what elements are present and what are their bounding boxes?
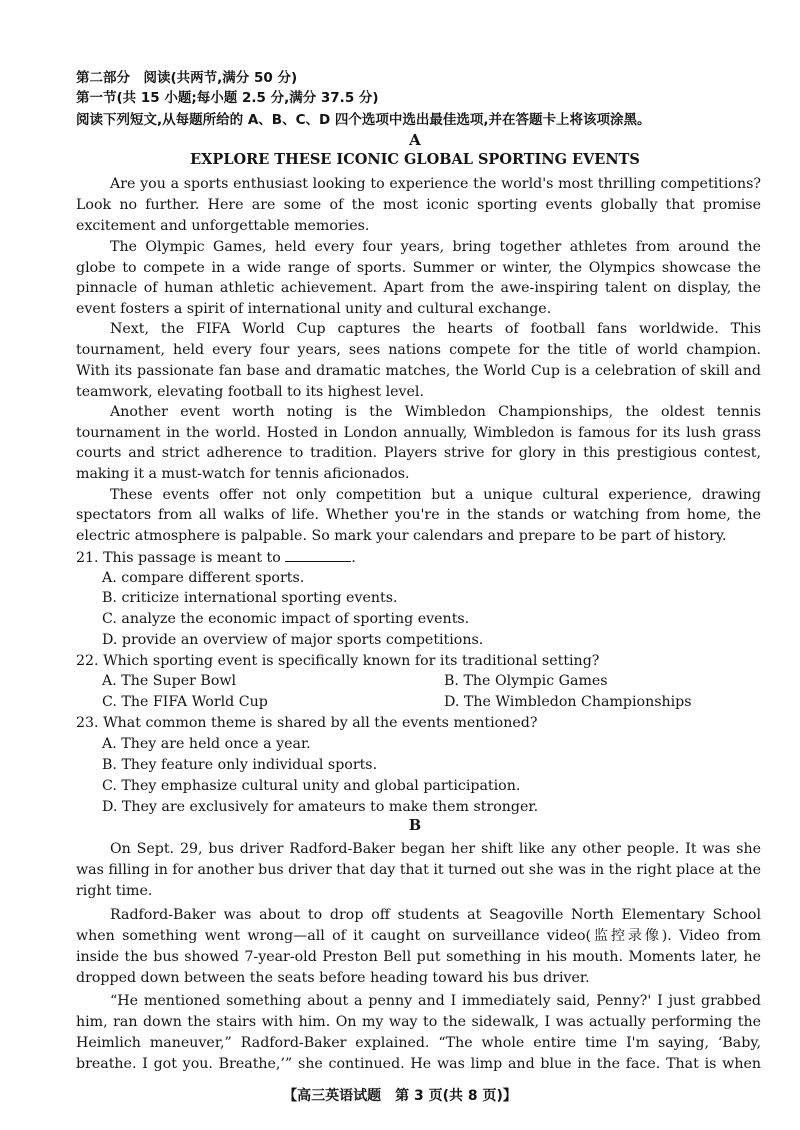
passage-line: tournament, held every four years, sees nations compete for the title of world champion. bbox=[76, 342, 761, 358]
question-21 bbox=[76, 547, 356, 568]
passage-line: was filling in for another bus driver that day that it turned out she was in the right place at the bbox=[76, 862, 761, 878]
passage-line: making it a must-watch for tennis aficionados. bbox=[76, 466, 410, 482]
passage-line: Radford-Baker was about to drop off students at Seagoville North Elementary School bbox=[110, 907, 761, 923]
passage-line: when something went wrong—all of it caught on surveillance video(监控录像). Video from bbox=[76, 928, 761, 944]
question-stem-end: . bbox=[351, 550, 356, 566]
passage-line: On Sept. 29, bus driver Radford-Baker began her shift like any other people. It was she bbox=[110, 841, 761, 857]
section-heading: 第一节(共 15 小题;每小题 2.5 分,满分 37.5 分) bbox=[76, 90, 379, 106]
option-c: C. The FIFA World Cup bbox=[102, 694, 268, 710]
passage-line: courts and strict adherence to tradition. Players strive for glory in this prestigious contest, bbox=[76, 445, 761, 461]
instruction-text: 阅读下列短文,从每题所给的 A、B、C、D 四个选项中选出最佳选项,并在答题卡上将该项涂黑。 bbox=[76, 112, 651, 128]
passage-line: “He mentioned something about a penny and I immediately said, Penny?' I just grabbed bbox=[110, 993, 761, 1009]
passage-line: dropped down between the seats before heading toward his bus driver. bbox=[76, 970, 590, 986]
passage-line: pinnacle of human athletic achievement. Apart from the awe-inspiring talent on display, the bbox=[76, 280, 761, 296]
option-d: D. provide an overview of major sports competitions. bbox=[102, 632, 484, 648]
option-d: D. They are exclusively for amateurs to make them stronger. bbox=[102, 799, 539, 815]
passage-line: Next, the FIFA World Cup captures the hearts of football fans worldwide. This bbox=[110, 321, 761, 337]
passage-line: These events offer not only competition but a unique cultural experience, drawing bbox=[110, 487, 761, 503]
passage-line: Heimlich maneuver,” Radford-Baker explained. “The whole entire time I'm saying, ‘Baby, bbox=[76, 1035, 761, 1051]
passage-line: teamwork, elevating football to its highest level. bbox=[76, 384, 424, 400]
option-b: B. They feature only individual sports. bbox=[102, 757, 378, 773]
passage-line: With its passionate fan base and dramatic matches, the World Cup is a celebration of skill and bbox=[76, 363, 761, 379]
page-footer: 【高三英语试题 第 3 页(共 8 页)】 bbox=[283, 1088, 517, 1104]
passage-line: The Olympic Games, held every four years, bring together athletes from around the bbox=[110, 239, 761, 255]
passage-line: Look no further. Here are some of the most iconic sporting events globally that promise bbox=[76, 197, 761, 213]
question-23: 23. What common theme is shared by all the events mentioned? bbox=[76, 715, 538, 731]
option-b: B. The Olympic Games bbox=[444, 673, 608, 689]
option-b: B. criticize international sporting events. bbox=[102, 590, 398, 606]
passage-line: right time. bbox=[76, 883, 153, 899]
passage-line: event fosters a spirit of international unity and cultural exchange. bbox=[76, 301, 552, 317]
passage-a-title: EXPLORE THESE ICONIC GLOBAL SPORTING EVENTS bbox=[190, 151, 640, 168]
passage-line: tournament in the world. Hosted in London annually, Wimbledon is famous for its lush grass bbox=[76, 425, 761, 441]
passage-line: inside the bus showed 7-year-old Preston Bell put something in his mouth. Moments later, he bbox=[76, 949, 761, 965]
option-c: C. They emphasize cultural unity and global participation. bbox=[102, 778, 521, 794]
passage-line: globe to compete in a wide range of sports. Summer or winter, the Olympics showcase the bbox=[76, 260, 761, 276]
passage-line: Are you a sports enthusiast looking to experience the world's most thrilling competitions? bbox=[110, 176, 761, 192]
option-a: A. They are held once a year. bbox=[102, 736, 311, 752]
option-d: D. The Wimbledon Championships bbox=[444, 694, 692, 710]
passage-line: him, ran down the stairs with him. On my way to the sidewalk, I was actually performing the bbox=[76, 1014, 761, 1030]
option-c: C. analyze the economic impact of sporting events. bbox=[102, 611, 470, 627]
option-a: A. The Super Bowl bbox=[102, 673, 237, 689]
part-heading: 第二部分 阅读(共两节,满分 50 分) bbox=[76, 70, 298, 86]
passage-line: breathe. I got you. Breathe,’” she continued. He was limp and blue in the face. That is when bbox=[76, 1056, 761, 1072]
option-a: A. compare different sports. bbox=[102, 570, 305, 586]
passage-line: spectators from all walks of life. Whether you're in the stands or watching from home, the bbox=[76, 507, 761, 523]
question-stem: 21. This passage is meant to bbox=[76, 550, 281, 566]
passage-a-label: A bbox=[409, 131, 421, 149]
answer-blank bbox=[285, 547, 351, 562]
passage-b-label: B bbox=[408, 817, 422, 834]
passage-line: electric atmosphere is palpable. So mark your calendars and prepare to be part of history. bbox=[76, 528, 727, 544]
passage-line: Another event worth noting is the Wimbledon Championships, the oldest tennis bbox=[110, 404, 761, 420]
question-22: 22. Which sporting event is specifically known for its traditional setting? bbox=[76, 653, 600, 669]
passage-line: excitement and unforgettable memories. bbox=[76, 218, 370, 234]
